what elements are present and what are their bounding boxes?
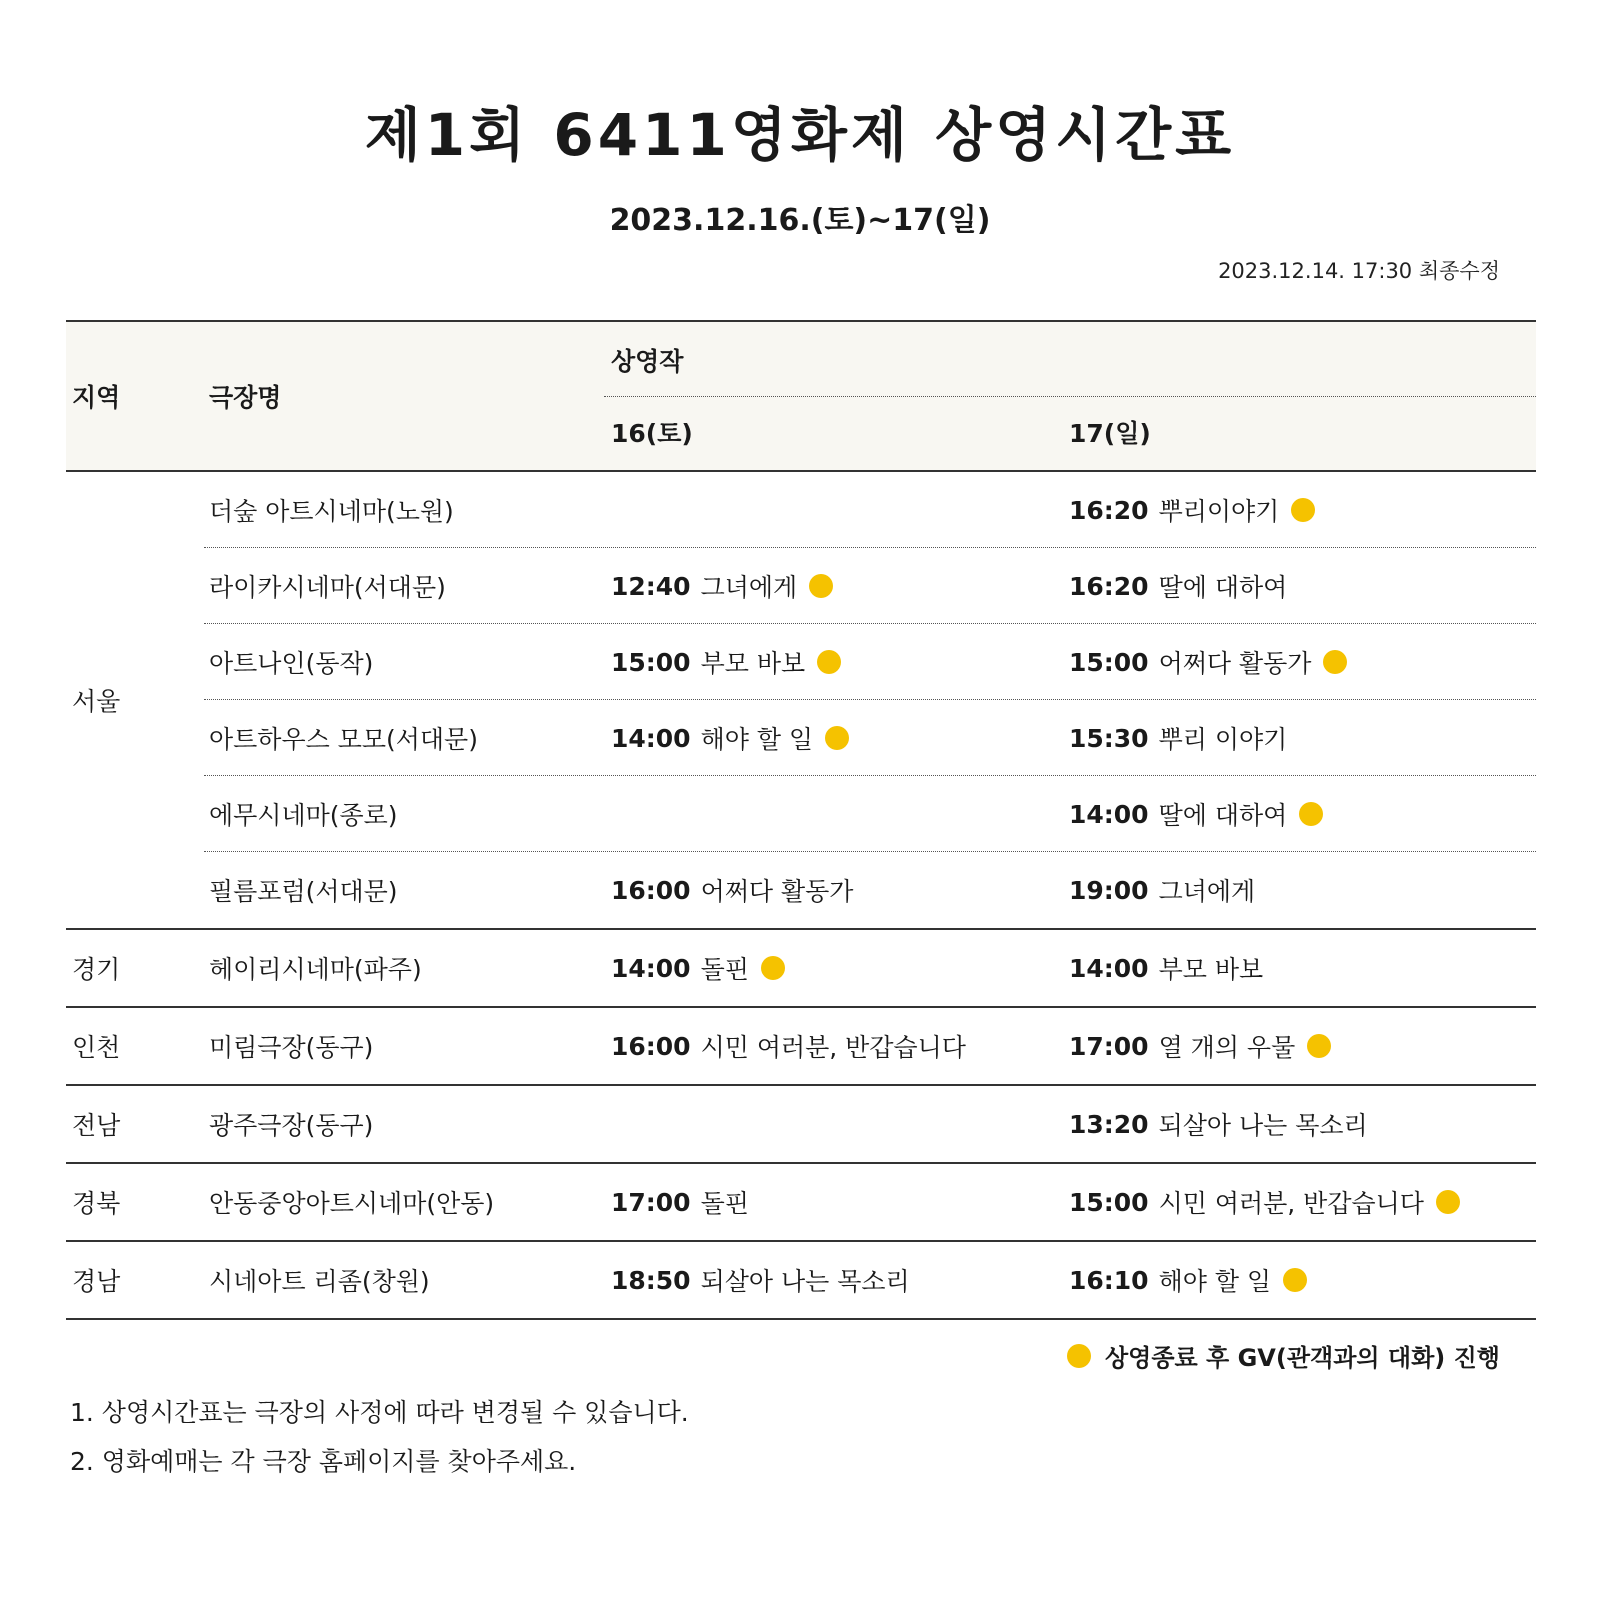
film-title: 딸에 대하여 <box>1158 801 1288 830</box>
note-item: 2. 영화예매는 각 극장 홈페이지를 찾아주세요. <box>70 1447 577 1476</box>
film-title: 해야 할 일 <box>1158 1267 1272 1296</box>
table-row <box>204 700 1536 776</box>
screening-day1 <box>611 700 849 776</box>
film-title: 딸에 대하여 <box>1158 573 1288 602</box>
screening-day2 <box>1069 1242 1307 1318</box>
screening-day2 <box>1069 852 1255 928</box>
region-group <box>66 472 1536 930</box>
gv-dot-icon <box>1436 1190 1460 1214</box>
theater-name: 시네아트 리좀(창원) <box>209 1267 430 1296</box>
film-title: 해야 할 일 <box>700 725 814 754</box>
theater-name: 더숲 아트시네마(노원) <box>209 497 454 526</box>
gv-dot-icon <box>817 650 841 674</box>
gv-dot-icon <box>1291 498 1315 522</box>
legend-text: 상영종료 후 GV(관객과의 대화) 진행 <box>1104 1344 1500 1372</box>
screening-time: 12:40 <box>611 571 691 601</box>
theater-name: 광주극장(동구) <box>209 1111 374 1140</box>
screening-day2 <box>1069 472 1315 548</box>
film-title: 돌핀 <box>700 1189 749 1218</box>
header-divider <box>604 396 1536 397</box>
film-title: 열 개의 우물 <box>1158 1033 1296 1062</box>
region-label: 경남 <box>72 1267 121 1296</box>
header-region: 지역 <box>72 383 121 412</box>
gv-dot-icon <box>825 726 849 750</box>
region-label: 경기 <box>72 955 121 984</box>
region-group <box>66 1008 1536 1086</box>
screening-day2 <box>1069 548 1287 624</box>
region-group <box>66 1242 1536 1320</box>
screening-day2 <box>1069 1008 1331 1084</box>
region-group <box>66 1164 1536 1242</box>
screening-day1 <box>611 1242 910 1318</box>
film-title: 돌핀 <box>700 955 749 984</box>
region-label: 전남 <box>72 1111 121 1140</box>
table-body <box>66 472 1536 1320</box>
table-header <box>66 320 1536 472</box>
film-title: 부모 바보 <box>700 649 806 678</box>
theater-name: 미림극장(동구) <box>209 1033 374 1062</box>
screening-time: 15:30 <box>1069 723 1149 753</box>
screening-time: 13:20 <box>1069 1109 1149 1139</box>
gv-dot-icon <box>761 956 785 980</box>
gv-dot-icon <box>1323 650 1347 674</box>
region-label: 인천 <box>72 1033 121 1062</box>
table-row <box>204 930 1536 1006</box>
table-row <box>204 624 1536 700</box>
film-title: 시민 여러분, 반갑습니다 <box>700 1033 966 1062</box>
schedule-table <box>66 320 1536 1320</box>
notes <box>70 1393 689 1491</box>
header-day1: 16(토) <box>611 419 693 448</box>
theater-name: 라이카시네마(서대문) <box>209 573 446 602</box>
header-theater: 극장명 <box>209 383 282 412</box>
screening-day1 <box>611 548 833 624</box>
table-row <box>204 472 1536 548</box>
screening-time: 15:00 <box>1069 1187 1149 1217</box>
screening-day2 <box>1069 1086 1368 1162</box>
screening-time: 18:50 <box>611 1265 691 1295</box>
header-day2: 17(일) <box>1069 419 1151 448</box>
screening-time: 16:10 <box>1069 1265 1149 1295</box>
table-row <box>204 1086 1536 1162</box>
screening-time: 14:00 <box>1069 953 1149 983</box>
table-row <box>204 776 1536 852</box>
region-group <box>66 930 1536 1008</box>
screening-day1 <box>611 930 785 1006</box>
gv-dot-icon <box>1283 1268 1307 1292</box>
screening-day1 <box>611 624 841 700</box>
screening-day2 <box>1069 776 1323 852</box>
gv-dot-icon <box>1067 1344 1091 1368</box>
gv-dot-icon <box>809 574 833 598</box>
film-title: 뿌리 이야기 <box>1158 725 1288 754</box>
screening-time: 16:20 <box>1069 571 1149 601</box>
theater-name: 필름포럼(서대문) <box>209 877 398 906</box>
screening-time: 17:00 <box>611 1187 691 1217</box>
theater-name: 안동중앙아트시네마(안동) <box>209 1189 495 1218</box>
table-row <box>204 852 1536 928</box>
theater-name: 에무시네마(종로) <box>209 801 398 830</box>
film-title: 되살아 나는 목소리 <box>1158 1111 1368 1140</box>
theater-name: 아트나인(동작) <box>209 649 374 678</box>
table-row <box>204 1242 1536 1318</box>
last-updated: 2023.12.14. 17:30 최종수정 <box>1218 259 1500 283</box>
table-row <box>204 1008 1536 1084</box>
region-label: 서울 <box>72 687 121 716</box>
screening-day2 <box>1069 700 1287 776</box>
header-films: 상영작 <box>611 347 684 376</box>
screening-time: 17:00 <box>1069 1031 1149 1061</box>
gv-dot-icon <box>1299 802 1323 826</box>
film-title: 그녀에게 <box>1158 877 1256 906</box>
screening-time: 15:00 <box>1069 647 1149 677</box>
date-range: 2023.12.16.(토)~17(일) <box>609 203 991 238</box>
gv-legend <box>1067 1338 1500 1373</box>
region-label: 경북 <box>72 1189 121 1218</box>
screening-time: 16:00 <box>611 875 691 905</box>
screening-time: 14:00 <box>1069 799 1149 829</box>
gv-dot-icon <box>1307 1034 1331 1058</box>
screening-day2 <box>1069 624 1347 700</box>
film-title: 부모 바보 <box>1158 955 1264 984</box>
theater-name: 아트하우스 모모(서대문) <box>209 725 478 754</box>
region-group <box>66 1086 1536 1164</box>
film-title: 뿌리이야기 <box>1158 497 1280 526</box>
screening-time: 14:00 <box>611 723 691 753</box>
theater-name: 헤이리시네마(파주) <box>209 955 422 984</box>
film-title: 어쩌다 활동가 <box>700 877 854 906</box>
film-title: 어쩌다 활동가 <box>1158 649 1312 678</box>
table-row <box>204 548 1536 624</box>
note-item: 1. 상영시간표는 극장의 사정에 따라 변경될 수 있습니다. <box>70 1398 689 1427</box>
screening-time: 14:00 <box>611 953 691 983</box>
screening-time: 15:00 <box>611 647 691 677</box>
screening-time: 16:00 <box>611 1031 691 1061</box>
screening-time: 19:00 <box>1069 875 1149 905</box>
film-title: 시민 여러분, 반갑습니다 <box>1158 1189 1424 1218</box>
screening-day2 <box>1069 930 1263 1006</box>
table-row <box>204 1164 1536 1240</box>
film-title: 그녀에게 <box>700 573 798 602</box>
screening-day2 <box>1069 1164 1460 1240</box>
film-title: 되살아 나는 목소리 <box>700 1267 910 1296</box>
screening-time: 16:20 <box>1069 495 1149 525</box>
page-title: 제1회 6411영화제 상영시간표 <box>364 101 1236 169</box>
screening-day1 <box>611 1164 749 1240</box>
screening-day1 <box>611 1008 966 1084</box>
screening-day1 <box>611 852 853 928</box>
